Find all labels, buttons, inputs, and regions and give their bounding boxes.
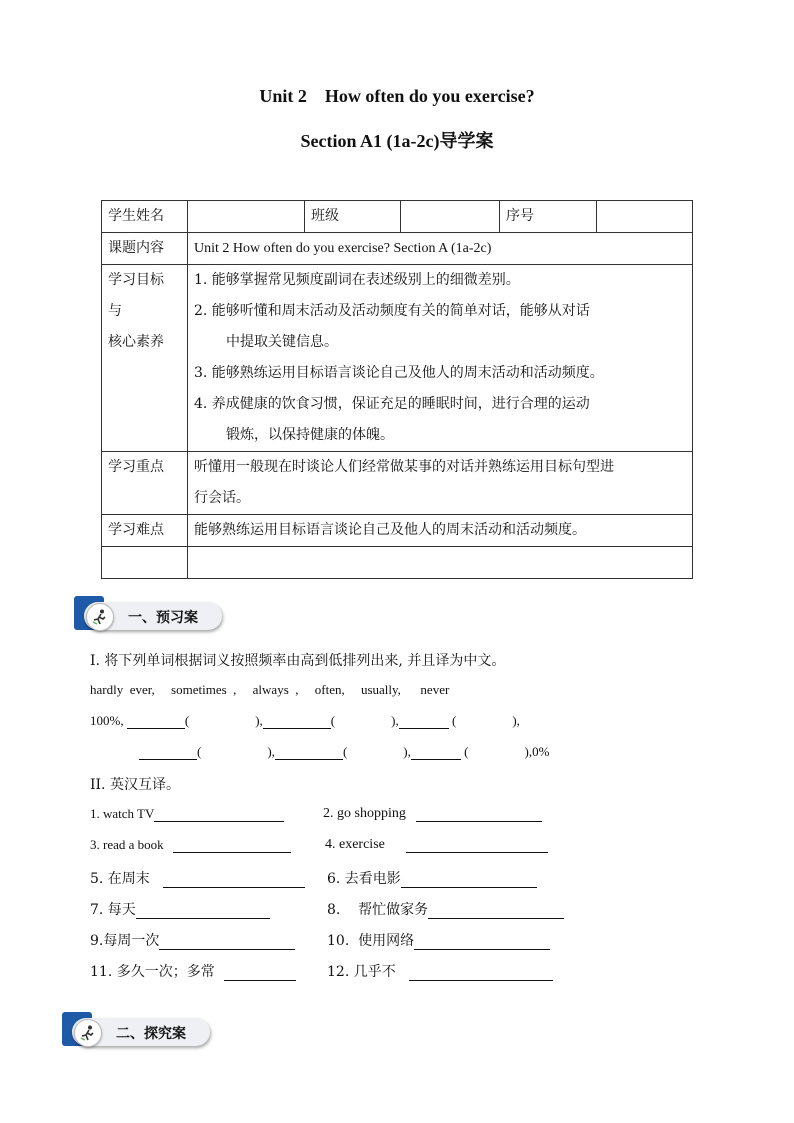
answer-blank[interactable]	[136, 904, 270, 919]
translate-item: 1. watch TV	[90, 806, 284, 822]
answer-blank[interactable]	[401, 873, 537, 888]
goals-list	[188, 265, 693, 452]
translate-item: 11. 多久一次；多常	[90, 961, 296, 981]
answer-blank[interactable]	[173, 838, 291, 853]
question-1: I. 将下列单词根据词义按照频率由高到低排列出来, 并且译为中文。	[90, 653, 506, 669]
seat-label: 序号	[500, 201, 597, 233]
answer-blank[interactable]	[127, 714, 185, 729]
answer-blank[interactable]	[399, 714, 449, 729]
rank-row-1: 100%, ( ), ( ), ( ),	[90, 713, 520, 728]
section-title: 二、探究案	[116, 1026, 186, 1042]
goal-item: 锻炼，以保持健康的体魄。	[226, 427, 394, 443]
translate-item: 4. exercise	[325, 837, 548, 853]
goal-item: 2. 能够听懂和周末活动及活动频度有关的简单对话，能够从对话	[194, 303, 590, 319]
section-header-explore	[62, 1012, 222, 1052]
translate-item: 5. 在周末	[90, 868, 305, 888]
goal-item: 1. 能够掌握常见频度副词在表述级别上的细微差别。	[194, 272, 520, 288]
runner-icon	[74, 1019, 102, 1047]
translate-item: 8. 帮忙做家务	[327, 899, 564, 919]
class-label: 班级	[305, 201, 401, 233]
rank-row-2: ( ), ( ), ( ),0%	[139, 744, 549, 760]
translate-item: 10. 使用网络	[327, 930, 550, 950]
goal-item: 4. 养成健康的饮食习惯，保证充足的睡眠时间，进行合理的运动	[194, 396, 590, 412]
translate-item: 3. read a book	[90, 837, 291, 853]
word-list: hardly ever, sometimes , always , often, usually, never	[90, 682, 450, 697]
answer-blank[interactable]	[414, 935, 550, 950]
goal-item: 3. 能够熟练运用目标语言谈论自己及他人的周末活动和活动频度。	[194, 365, 604, 381]
class-field[interactable]	[401, 201, 500, 233]
answer-blank[interactable]	[409, 966, 553, 981]
key-point-value: 听懂用一般现在时谈论人们经常做某事的对话并熟练运用目标句型进 行会话。	[188, 452, 693, 515]
seat-field[interactable]	[597, 201, 693, 233]
name-field[interactable]	[188, 201, 305, 233]
answer-blank[interactable]	[428, 904, 564, 919]
answer-blank[interactable]	[224, 966, 296, 981]
answer-blank[interactable]	[275, 745, 343, 760]
difficult-point-value: 能够熟练运用目标语言谈论自己及他人的周末活动和活动频度。	[188, 515, 693, 547]
answer-blank[interactable]	[139, 745, 197, 760]
translate-item: 12. 几乎不	[327, 961, 553, 981]
key-point-label: 学习重点	[102, 452, 188, 515]
translate-item: 2. go shopping	[323, 806, 542, 822]
name-label: 学生姓名	[102, 201, 188, 233]
goal-item: 中提取关键信息。	[226, 334, 338, 350]
answer-blank[interactable]	[406, 838, 548, 853]
page-subtitle: Section A1 (1a-2c)导学案	[300, 131, 494, 151]
section-header-preview	[74, 596, 234, 636]
answer-blank[interactable]	[411, 745, 461, 760]
info-table	[101, 200, 693, 579]
answer-blank[interactable]	[163, 873, 305, 888]
answer-blank[interactable]	[263, 714, 331, 729]
answer-blank[interactable]	[154, 807, 284, 822]
empty-label-cell	[102, 547, 188, 579]
section-title: 一、预习案	[128, 610, 198, 626]
translate-item: 6. 去看电影	[327, 868, 537, 888]
translate-item: 9.每周一次	[90, 930, 295, 950]
topic-label: 课题内容	[102, 233, 188, 265]
difficult-point-label: 学习难点	[102, 515, 188, 547]
answer-blank[interactable]	[416, 807, 542, 822]
page-title: Unit 2 How often do you exercise?	[259, 86, 535, 106]
translate-item: 7. 每天	[90, 899, 270, 919]
topic-value: Unit 2 How often do you exercise? Section A (1a-2c)	[188, 233, 693, 265]
goals-label: 学习目标 与 核心素养	[102, 265, 188, 452]
answer-blank[interactable]	[159, 935, 295, 950]
runner-icon	[86, 603, 114, 631]
question-2: II. 英汉互译。	[90, 777, 180, 793]
empty-value-cell	[188, 547, 693, 579]
